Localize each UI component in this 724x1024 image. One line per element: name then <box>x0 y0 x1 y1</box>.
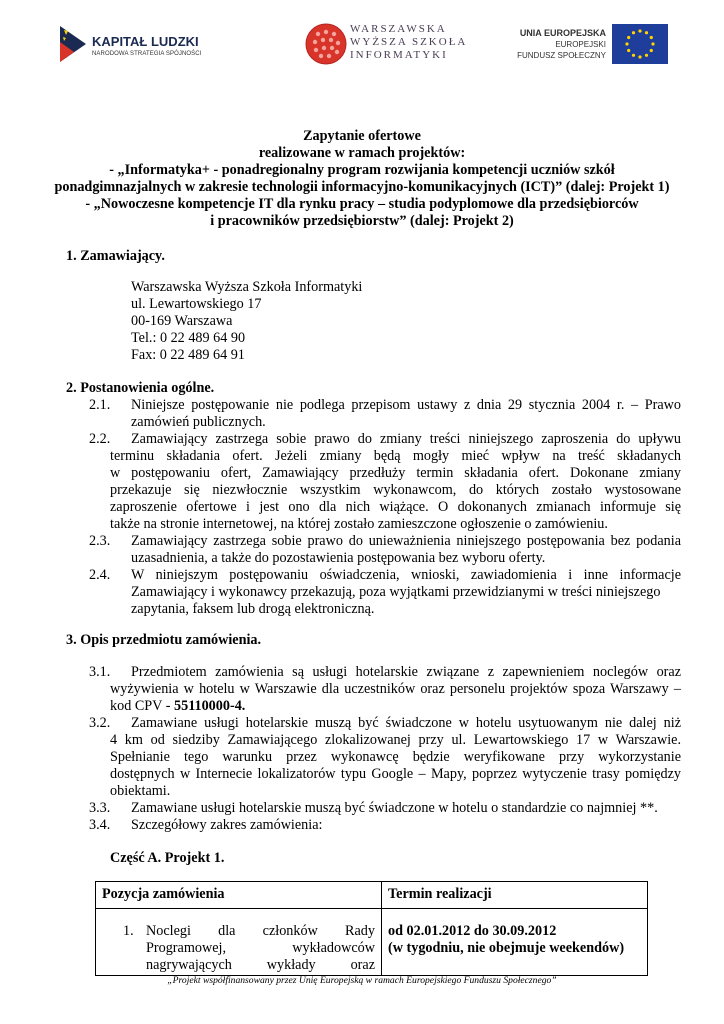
row-description-line: nagrywających wykłady oraz <box>146 957 375 973</box>
title-line-2: realizowane w ramach projektów: <box>258 145 466 161</box>
eu-line-3: FUNDUSZ SPOŁECZNY <box>517 51 606 60</box>
section-2-heading: 2. Postanowienia ogólne. <box>66 380 215 396</box>
clause-text: wyżywienia w hotelu w Warszawie dla uczestników oraz personelu projektów spoza Warszawy – <box>110 681 681 697</box>
wwsi-wordmark <box>350 23 467 62</box>
clause-text: Spełnianie tego warunku przez wykonawcę będzie weryfikowane przy wykorzystanie <box>110 749 681 765</box>
clause-text: Zamawiający i wykonawcy przekazują, poza wyjątkami przewidzianymi w treści niniejszego <box>131 584 661 600</box>
row-description <box>146 923 375 974</box>
wwsi-line-2: WYŻSZA SZKOŁA <box>350 36 468 48</box>
term-note: (w tygodniu, nie obejmuje weekendów) <box>388 940 625 956</box>
kapital-ludzki-subtitle: NARODOWA STRATEGIA SPÓJNOŚCI <box>92 51 202 57</box>
column-header-term: Termin realizacji <box>382 882 648 909</box>
title-line-3: - „Informatyka+ - ponadregionalny program rozwijania kompetencji uczniów szkół <box>109 162 615 178</box>
clause-text: Zamawiający zastrzega sobie prawo do unieważnienia niniejszego postępowania bez podania <box>131 533 681 549</box>
clause-number: 2.2. <box>89 431 111 447</box>
address-line: 00-169 Warszawa <box>131 313 233 329</box>
clause-number: 3.1. <box>89 664 111 680</box>
clause-number: 3.2. <box>89 715 111 731</box>
clause-number: 3.3. <box>89 800 111 816</box>
kapital-ludzki-title: KAPITAŁ LUDZKI <box>92 34 199 49</box>
clause-text: Przedmiotem zamówienia są usługi hotelarskie związane z zapewnieniem noclegów oraz <box>131 664 681 680</box>
order-table <box>95 881 648 976</box>
row-description-line: Programowej, wykładowców <box>146 940 375 956</box>
address-block <box>131 279 362 364</box>
title-line-5: - „Nowoczesne kompetencje IT dla rynku pracy – studia podyplomowe dla przedsiębiorców <box>85 196 639 212</box>
title-line-1: Zapytanie ofertowe <box>303 128 421 144</box>
clause-text: dostępnych w Internecie lokalizatorów typu Google – Mapy, poprzez wytyczenie trasy pomiędzy <box>110 766 681 782</box>
clause-text: W niniejszym postępowaniu oświadczenia, wnioski, zawiadomienia i inne informacje <box>131 567 681 583</box>
wwsi-line-1: WARSZAWSKA <box>350 23 447 35</box>
address-line: Warszawska Wyższa Szkoła Informatyki <box>131 279 363 295</box>
term-dates: od 02.01.2012 do 30.09.2012 <box>388 923 557 939</box>
clause-text: także na stronie internetowej, na której zostało zamieszczone ogłoszenie o zamówieniu. <box>110 516 608 532</box>
clause-text: przekazuje się niezwłocznie wszystkim wykonawcom, do których zostało wystosowane <box>110 482 681 498</box>
clause-text: Zamawiane usługi hotelarskie muszą być świadczone w hotelu usytuowanym nie dalej niż <box>131 715 681 731</box>
wwsi-logo <box>300 18 470 74</box>
kapital-ludzki-logo <box>60 20 200 80</box>
clause-text: uzasadnienia, a także do pozostawienia postępowania bez wyboru oferty. <box>131 550 546 566</box>
eu-logo <box>500 20 670 80</box>
clause-text: Zamawiający zastrzega sobie prawo do zmiany treści niniejszego zaproszenia do upływu <box>131 431 681 447</box>
clause-text: w postępowaniu ofert, Zamawiający przedłuży termin składania ofert. Dokonane zmiany <box>110 465 681 481</box>
clause-text: zaproszenie ofertowe i jest ono dla nich wiążące. O dokonanych zmianach informuje się <box>110 499 681 515</box>
footer-note: „Projekt współfinansowany przez Unię Europejską w ramach Europejskiego Funduszu Społecznego” <box>167 975 557 986</box>
clause-text: Szczegółowy zakres zamówienia: <box>131 817 323 833</box>
eu-line-2: EUROPEJSKI <box>555 40 606 49</box>
kapital-ludzki-flag-icon <box>60 26 86 62</box>
wwsi-globe-icon <box>304 22 348 66</box>
title-line-4: ponadgimnazjalnych w zakresie technologii informacyjno-komunikacyjnych (ICT)” (dalej: Projekt 1) <box>54 179 670 195</box>
clause-number: 2.3. <box>89 533 111 549</box>
cpv-code: 55110000-4. <box>174 698 246 714</box>
eu-wordmark <box>517 28 606 61</box>
clause-text: 4 km od siedziby Zamawiającego zlokalizowanej przy ul. Lewartowskiego 17 w Warszawie. <box>110 732 681 748</box>
cpv-prefix: kod CPV - <box>110 698 174 714</box>
clause-number: 3.4. <box>89 817 111 833</box>
clause-number: 2.4. <box>89 567 111 583</box>
order-position-cell <box>96 909 382 976</box>
title-line-6: i pracowników przedsiębiorstw” (dalej: Projekt 2) <box>210 213 514 229</box>
table-header-row <box>96 882 648 909</box>
clause-text: terminu składania ofert. Jeżeli zmiany będą mogły mieć wpływ na treść składanych <box>110 448 681 464</box>
part-a-heading: Część A. Projekt 1. <box>110 850 225 866</box>
clause-text-cpv-line <box>110 698 681 715</box>
document-title <box>0 128 724 230</box>
row-number: 1. <box>123 923 134 939</box>
term-cell <box>382 909 648 976</box>
eu-line-1: UNIA EUROPEJSKA <box>519 28 606 38</box>
address-line: Tel.: 0 22 489 64 90 <box>131 330 246 346</box>
column-header-position: Pozycja zamówienia <box>96 882 382 909</box>
wwsi-line-3: INFORMATYKI <box>350 49 448 61</box>
clause-text: zamówień publicznych. <box>131 414 266 430</box>
section-1-heading: 1. Zamawiający. <box>66 248 165 264</box>
clause-text: zapytania, faksem lub drogą elektroniczną. <box>131 601 375 617</box>
address-line: Fax: 0 22 489 64 91 <box>131 347 245 363</box>
section-3-heading: 3. Opis przedmiotu zamówienia. <box>66 632 262 648</box>
eu-flag-icon <box>612 24 668 64</box>
clause-text: Zamawiane usługi hotelarskie muszą być świadczone w hotelu o standardzie co najmniej **. <box>131 800 658 816</box>
table-row <box>96 909 648 976</box>
clause-text: Niniejsze postępowanie nie podlega przepisom ustawy z dnia 29 stycznia 2004 r. – Prawo <box>131 397 681 413</box>
address-line: ul. Lewartowskiego 17 <box>131 296 262 312</box>
clause-number: 2.1. <box>89 397 111 413</box>
clause-text: obiektami. <box>110 783 171 799</box>
row-description-line: Noclegi dla członków Rady <box>146 923 375 939</box>
